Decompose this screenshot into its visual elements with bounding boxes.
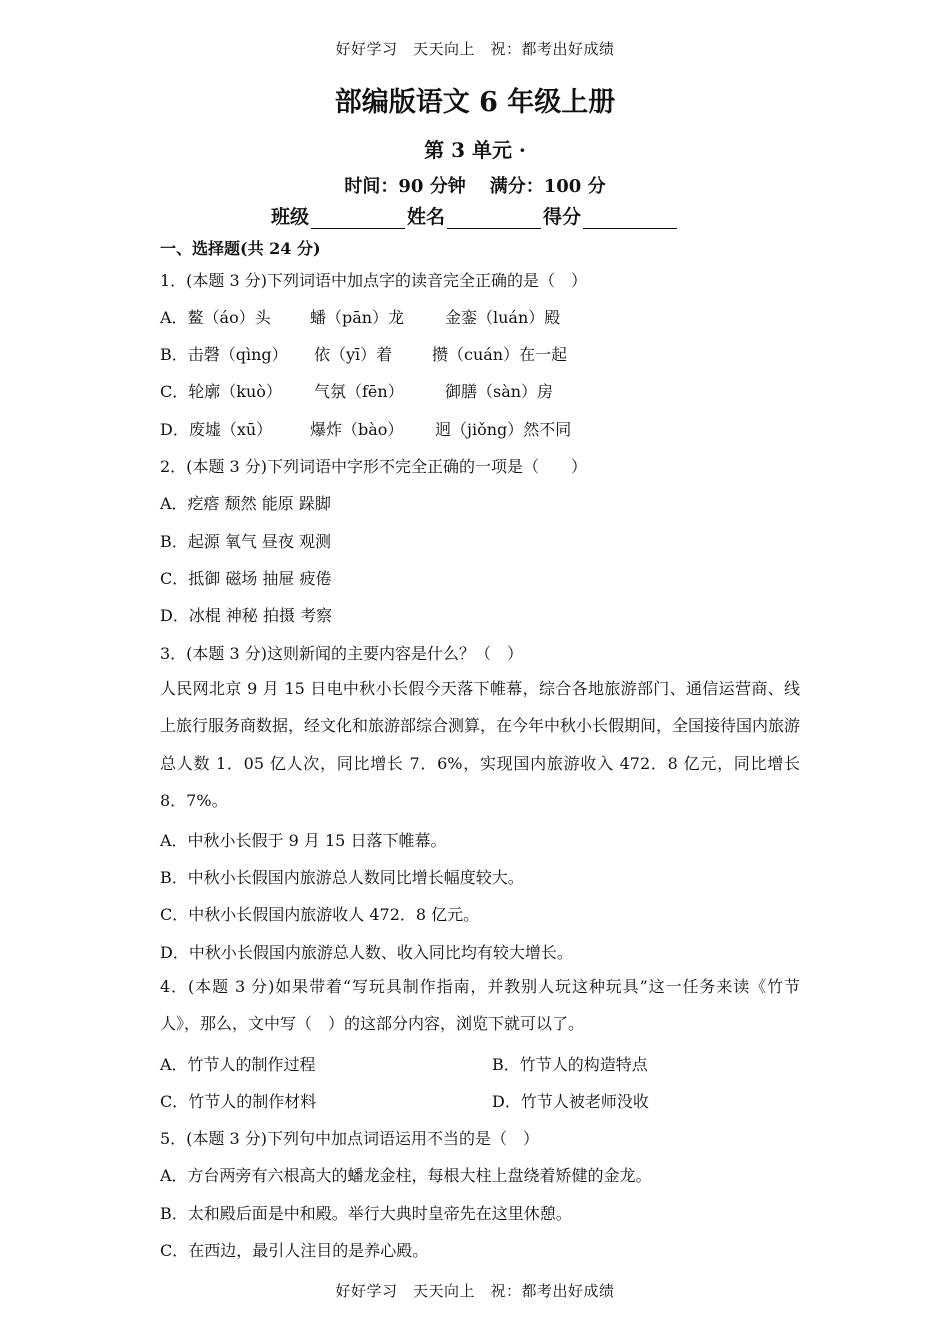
page-title: 部编版语文 6 年级上册	[334, 87, 616, 118]
question-5-stem: 5．(本题 3 分)下列句中加点词语运用不当的是（ ）	[160, 1129, 540, 1148]
question-5-option-b: B．太和殿后面是中和殿。举行大典时皇帝先在这里休憩。	[160, 1204, 572, 1223]
score-blank[interactable]	[583, 208, 677, 229]
page-footer: 好好学习 天天向上 祝：都考出好成绩	[335, 1282, 615, 1300]
option-part: 迥（jiǒng）然不同	[435, 420, 572, 439]
question-2-option-d: D．冰棍 神秘 拍摄 考察	[160, 606, 333, 625]
page-header: 好好学习 天天向上 祝：都考出好成绩	[335, 40, 615, 58]
question-2-option-a: A．疙瘩 颓然 能原 跺脚	[160, 494, 331, 513]
question-4-option-b: B．竹节人的构造特点	[492, 1055, 648, 1074]
question-1-option-c	[160, 379, 554, 402]
score-label: 满分：100 分	[489, 176, 606, 197]
option-part: D．废墟（xū）	[160, 420, 273, 439]
question-3-option-a: A．中秋小长假于 9 月 15 日落下帷幕。	[160, 831, 447, 850]
section-heading: 一、选择题(共 24 分)	[160, 239, 321, 258]
option-part: 金銮（luán）殿	[445, 308, 561, 327]
name-blank[interactable]	[447, 208, 541, 229]
question-5-option-c: C．在西边，最引人注目的是养心殿。	[160, 1241, 429, 1260]
student-info-line	[0, 202, 950, 229]
question-4-option-d: D．竹节人被老师没收	[492, 1092, 649, 1111]
time-label: 时间：90 分钟	[344, 176, 466, 197]
question-1-stem: 1．(本题 3 分)下列词语中加点字的读音完全正确的是（ ）	[160, 271, 588, 290]
unit-title: 第 3 单元 ·	[424, 138, 526, 162]
question-4-stem: 4．(本题 3 分)如果带着“写玩具制作指南，并教别人玩这种玩具”这一任务来读《竹节人》，那么，文中写（ ）的这部分内容，浏览下就可以了。	[160, 977, 800, 1034]
question-4-options-row1	[160, 1052, 648, 1075]
option-part: 御膳（sàn）房	[445, 382, 554, 401]
option-part: C．轮廓（kuò）	[160, 382, 282, 401]
option-part: 依（yī）着	[314, 345, 393, 364]
option-part: 蟠（pān）龙	[310, 308, 405, 327]
question-3-passage: 人民网北京 9 月 15 日电中秋小长假今天落下帷幕，综合各地旅游部门、通信运营商、线上旅行服务商数据，经文化和旅游部综合测算，在今年中秋小长假期间，全国接待国内旅游总人数 1．05 亿人次，同比增长 7．6%，实现国内旅游收入 472．8 亿元，同比增长 8．7%。	[160, 679, 801, 811]
class-field-label: 班级	[270, 206, 309, 228]
exam-info	[0, 172, 950, 198]
question-1-option-d	[160, 417, 572, 440]
question-5-option-a: A．方台两旁有六根高大的蟠龙金柱，每根大柱上盘绕着矫健的金龙。	[160, 1166, 652, 1185]
question-4-option-a: A．竹节人的制作过程	[160, 1055, 316, 1074]
question-2-stem: 2．(本题 3 分)下列词语中字形不完全正确的一项是（ ）	[160, 457, 588, 476]
class-blank[interactable]	[311, 208, 405, 229]
question-4-option-c: C．竹节人的制作材料	[160, 1092, 317, 1111]
question-3-option-b: B．中秋小长假国内旅游总人数同比增长幅度较大。	[160, 868, 524, 887]
question-3-stem: 3．(本题 3 分)这则新闻的主要内容是什么？（ ）	[160, 644, 524, 663]
question-2-option-b: B．起源 氧气 昼夜 观测	[160, 532, 332, 551]
question-1-option-b	[160, 342, 568, 365]
question-4-options-row2	[160, 1089, 649, 1112]
option-part: A．鳌（áo）头	[160, 308, 271, 327]
question-3-option-d: D．中秋小长假国内旅游总人数、收入同比均有较大增长。	[160, 943, 573, 962]
question-1-option-a	[160, 305, 561, 328]
option-part: B．击磬（qìng）	[160, 345, 288, 364]
option-part: 攒（cuán）在一起	[432, 345, 568, 364]
score-field-label: 得分	[543, 206, 582, 228]
option-part: 爆炸（bào）	[310, 420, 404, 439]
name-field-label: 姓名	[406, 206, 445, 228]
question-3-option-c: C．中秋小长假国内旅游收人 472．8 亿元。	[160, 905, 480, 924]
question-2-option-c: C．抵御 磁场 抽屉 疲倦	[160, 569, 332, 588]
option-part: 气氛（fēn）	[314, 382, 404, 401]
